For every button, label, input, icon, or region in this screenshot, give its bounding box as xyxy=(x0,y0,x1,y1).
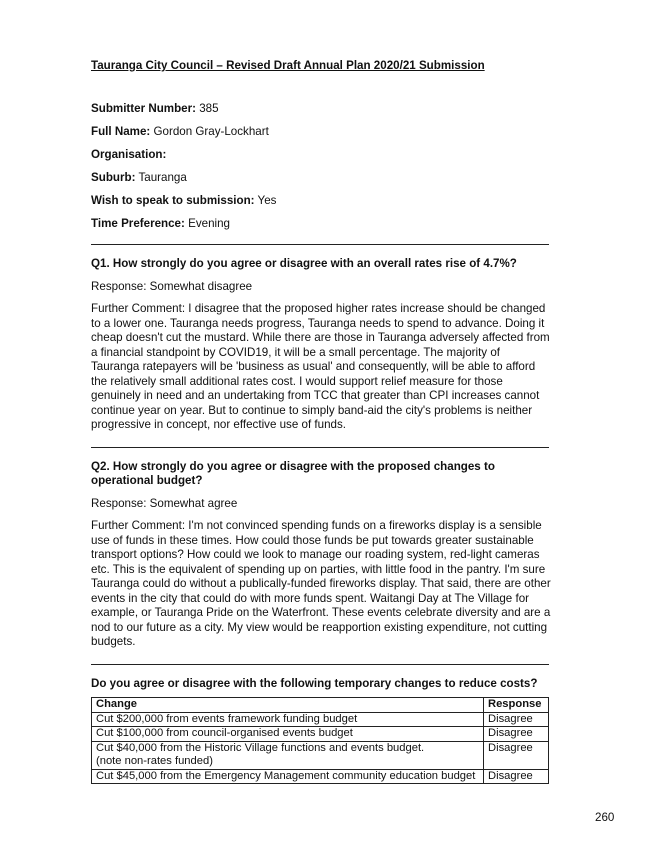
change-cell: Cut $100,000 from council-organised events budget xyxy=(92,727,484,742)
change-text: Cut $40,000 from the Historic Village functions and events budget. xyxy=(96,741,425,754)
change-cell-multiline xyxy=(92,741,484,769)
section-divider xyxy=(91,447,549,448)
field-label: Submitter Number: xyxy=(91,102,196,115)
field-label: Time Preference: xyxy=(91,217,185,230)
cost-changes-table xyxy=(91,697,549,784)
table-header-row xyxy=(92,698,549,713)
change-note: (note non-rates funded) xyxy=(96,755,213,767)
response-cell: Disagree xyxy=(484,769,549,784)
section-divider xyxy=(91,244,549,245)
field-value: Gordon Gray-Lockhart xyxy=(150,125,269,138)
document-title: Tauranga City Council – Revised Draft Annual Plan 2020/21 Submission xyxy=(91,59,485,72)
submitter-details xyxy=(91,102,551,240)
q2-comment: Further Comment: I'm not convinced spending funds on a fireworks display is a sensible use of funds in these times. How could those funds be put towards greater sustainable transport options? How could we look to manage our roading system, red-light cameras etc. This is the equivalent of spending up on parties, with little food in the pantry. I'm sure Tauranga could do without a publically-funded fireworks display. That said, there are other events in the city that could do with more funds spent. Waitangi Day at The Village for example, or Tauranga Pride on the Waterfront. These events celebrate diversity and are a nod to our future as a city. My view would be reapportion existing expenditure, not cutting budgets. xyxy=(91,519,551,648)
table-row xyxy=(92,727,549,742)
document-body xyxy=(91,59,551,784)
q3-section xyxy=(91,677,551,785)
field-label: Wish to speak to submission: xyxy=(91,194,255,207)
q1-section xyxy=(91,257,551,433)
field-value: Yes xyxy=(254,194,277,207)
field-label: Full Name: xyxy=(91,125,151,138)
field-value: 385 xyxy=(196,102,219,115)
suburb-row xyxy=(91,171,551,194)
q2-question: Q2. How strongly do you agree or disagree with the proposed changes to operational budget? xyxy=(91,459,495,487)
table-row xyxy=(92,769,549,784)
table-row xyxy=(92,741,549,769)
time-preference-row xyxy=(91,217,551,240)
field-value: Evening xyxy=(184,217,230,230)
section-divider xyxy=(91,664,549,665)
change-cell: Cut $45,000 from the Emergency Management community education budget xyxy=(92,769,484,784)
response-cell: Disagree xyxy=(484,741,549,769)
q2-response: Response: Somewhat agree xyxy=(91,496,238,510)
response-cell: Disagree xyxy=(484,712,549,727)
q1-question: Q1. How strongly do you agree or disagree with an overall rates rise of 4.7%? xyxy=(91,257,517,270)
organisation-row xyxy=(91,148,551,171)
response-cell: Disagree xyxy=(484,727,549,742)
wish-to-speak-row xyxy=(91,194,551,217)
q1-response: Response: Somewhat disagree xyxy=(91,279,253,293)
q1-comment: Further Comment: I disagree that the proposed higher rates increase should be changed to a lower one. Tauranga needs progress, Tauranga needs to spend to advance. Doing it cheap doesn't cut the mustard. While there are those in Tauranga adversely affected from a financial standpoint by COVID19, it will be a small percentage. The majority of Tauranga ratepayers will be 'business as usual' and consequently, will be able to afford the relatively small additional rates cost. I would support relief measure for those genuinely in need and an undertaking from TCC that greater than CPI increases cannot continue year on year. But to continue to simply band-aid the city's problems is neither progressive in concept, nor effective use of funds. xyxy=(91,302,550,431)
submitter-number-row xyxy=(91,102,551,125)
column-header-response: Response xyxy=(484,698,549,713)
q2-section xyxy=(91,460,551,650)
q3-question: Do you agree or disagree with the following temporary changes to reduce costs? xyxy=(91,676,538,690)
field-label: Organisation: xyxy=(91,148,167,161)
table-row xyxy=(92,712,549,727)
column-header-change: Change xyxy=(92,698,484,713)
full-name-row xyxy=(91,125,551,148)
field-label: Suburb: xyxy=(91,171,136,184)
change-cell: Cut $200,000 from events framework funding budget xyxy=(92,712,484,727)
field-value: Tauranga xyxy=(135,171,187,184)
page-number: 260 xyxy=(595,811,615,824)
